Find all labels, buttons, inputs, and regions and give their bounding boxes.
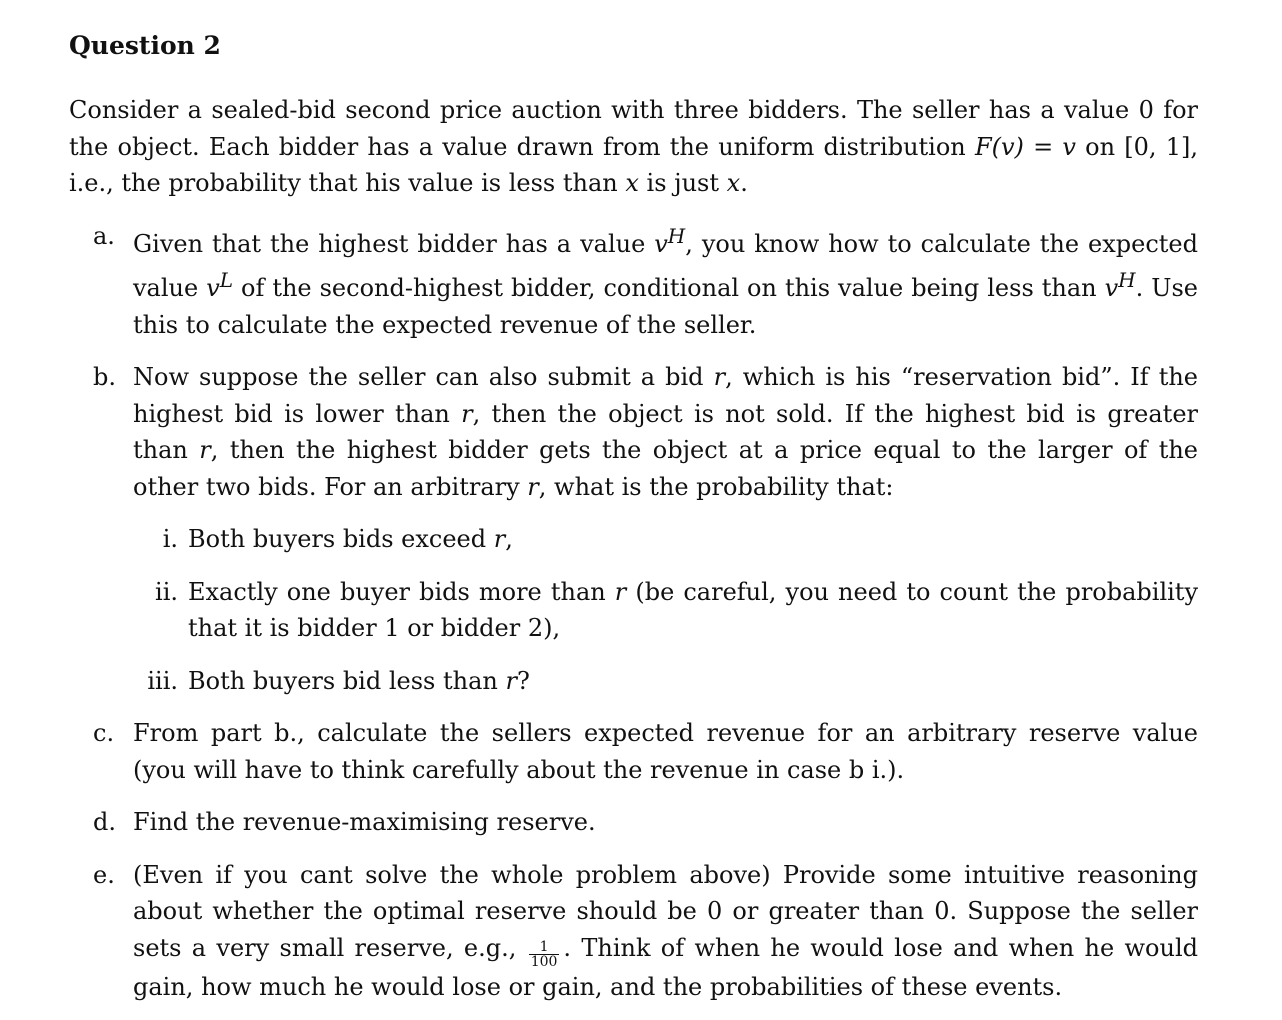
intro-text-4: . (740, 169, 748, 197)
part-c (93, 715, 1198, 788)
part-a-math-v-2: v (206, 274, 220, 302)
part-b-sub-i-marker: i. (162, 525, 178, 553)
part-b-math-r-1: r (713, 363, 726, 391)
part-d-text: Find the revenue-maximising reserve. (133, 808, 596, 836)
part-a-text-2: , you know how to calculate the expected value (133, 229, 1198, 302)
part-a-text-1: Given that the highest bidder has a value (133, 229, 655, 258)
part-b-subparts-list (133, 521, 1198, 699)
part-b-sub-iii-text-2: ? (516, 666, 530, 695)
question-parts-list (69, 218, 1198, 1006)
part-b-sub-ii (155, 574, 1199, 647)
intro-text-3: is just (638, 169, 727, 197)
part-b-sub-ii-text-1: Exactly one buyer bids more than (188, 577, 615, 606)
part-e-fraction-numerator: 1 (529, 940, 560, 955)
part-b-sub-ii-text-2: (be careful, you need to count the probability that it is bidder 1 or bidder 2), (188, 577, 1199, 642)
part-b-sub-iii-math-r: r (505, 666, 517, 695)
question-title: Question 2 (69, 31, 221, 60)
part-e (93, 857, 1198, 1006)
part-a-sup-l: L (219, 268, 234, 292)
part-c-text: From part b., calculate the sellers expected revenue for an arbitrary reserve value (you will have to think carefully about the revenue in case b i.). (133, 719, 1198, 784)
part-a-math-v-1: v (654, 229, 668, 258)
intro-paragraph (69, 92, 1198, 202)
part-e-fraction-denominator: 100 (530, 953, 558, 970)
intro-math-x-2: x (726, 169, 741, 197)
part-b-sub-ii-math-r: r (614, 577, 627, 606)
part-b-math-r-2: r (461, 399, 473, 428)
part-b-sub-i-text-2: , (505, 525, 513, 553)
part-e-text-1: (Even if you cant solve the whole problem above) Provide some intuitive reasoning about whether the optimal reserve should be 0 or greater than 0. Suppose the seller sets a very small reserve, e.g., (133, 860, 1198, 962)
part-b-text-2: , which is his “reservation bid”. If the highest bid is lower than (133, 363, 1199, 428)
part-d (93, 804, 1198, 841)
part-b-text-1: Now suppose the seller can also submit a bid (133, 363, 714, 391)
intro-text-1: Consider a sealed-bid second price auction with three bidders. The seller has a value 0 for the object. Each bidder has a value drawn from the uniform distribution (69, 96, 1198, 161)
part-b-marker: b. (93, 363, 116, 391)
part-a-sup-h-1: H (667, 223, 686, 248)
part-a-math-v-3: v (1104, 274, 1119, 302)
intro-text-2: on [0, 1], i.e., the probability that his value is less than (69, 132, 1198, 197)
part-a-text-4: . Use this to calculate the expected revenue of the seller. (133, 274, 1198, 339)
part-b-text-3: , then the object is not sold. If the highest bid is greater than (133, 399, 1199, 464)
part-b-math-r-3: r (199, 436, 211, 464)
part-e-marker: e. (93, 860, 115, 889)
part-a-text-3: of the second-highest bidder, conditional on this value being less than (233, 274, 1105, 302)
part-b-text-5: , what is the probability that: (538, 472, 894, 501)
part-a (93, 218, 1198, 344)
part-c-marker: c. (93, 719, 115, 747)
part-b-sub-i-math-r: r (493, 525, 506, 553)
part-b-sub-iii-marker: iii. (147, 666, 178, 695)
part-b-sub-iii-text-1: Both buyers bid less than (188, 666, 506, 695)
part-b-sub-i (162, 521, 1198, 558)
part-b-math-r-4: r (527, 472, 539, 501)
intro-math-x-1: x (625, 169, 639, 197)
part-b-sub-i-text-1: Both buyers bids exceed (188, 525, 494, 553)
part-b (93, 359, 1199, 699)
part-e-text-2: . Think of when he would lose and when he would gain, how much he would lose or gain, and the probabilities of these events. (133, 933, 1198, 1001)
part-b-sub-iii (147, 663, 1198, 700)
part-e-fraction (529, 940, 560, 969)
part-b-sub-ii-marker: ii. (155, 577, 178, 606)
part-a-marker: a. (93, 221, 115, 250)
part-a-sup-h-2: H (1118, 268, 1136, 292)
intro-math-distribution: F(v) = v (974, 132, 1076, 161)
part-d-marker: d. (93, 808, 116, 836)
part-b-text-4: , then the highest bidder gets the object at a price equal to the larger of the other two bids. For an arbitrary (133, 436, 1199, 501)
